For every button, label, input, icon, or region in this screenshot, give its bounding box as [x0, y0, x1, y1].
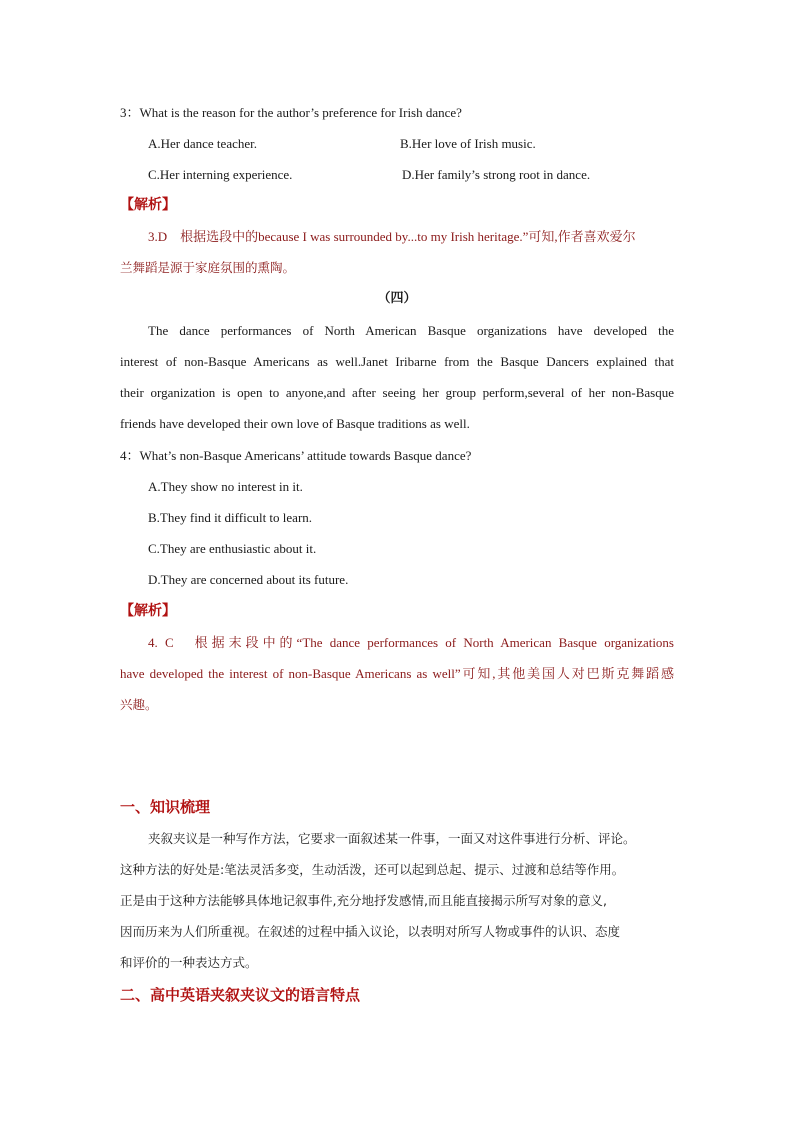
option-3c: C.Her interning experience. [148, 167, 293, 182]
option-3a: A.Her dance teacher. [148, 136, 257, 151]
analysis-label-4: 【解析】 [120, 603, 176, 619]
question-4: 4：What’s non-Basque Americans’ attitude towards Basque dance? [120, 448, 472, 463]
section-heading-knowledge: 一、知识梳理 [120, 798, 211, 816]
knowledge-line-5: 和评价的一种表达方式。 [120, 955, 258, 970]
passage-line-1: The dance performances of North American Basque organizations have developed the [148, 323, 674, 338]
option-4a: A.They show no interest in it. [148, 479, 303, 494]
passage-line-3: their organization is open to anyone,and after seeing her group perform,several of her non-Basque [120, 385, 674, 400]
question-3: 3：What is the reason for the author’s preference for Irish dance? [120, 105, 462, 120]
section-4-title: （四） [377, 291, 417, 306]
option-3d: D.Her family’s strong root in dance. [402, 167, 591, 182]
option-3b: B.Her love of Irish music. [400, 136, 536, 151]
analysis-4-line-1: 4. C 根据末段中的“The dance performances of North American Basque organizations [148, 635, 674, 650]
section-heading-language-features: 二、高中英语夹叙夹议文的语言特点 [120, 986, 361, 1004]
knowledge-line-3: 正是由于这种方法能够具体地记叙事件,充分地抒发感情,而且能直接揭示所写对象的意义, [120, 893, 607, 908]
option-4b: B.They find it difficult to learn. [148, 510, 313, 525]
analysis-4-line-3: 兴趣。 [120, 697, 158, 712]
question-3-options-row-2 [120, 166, 702, 184]
analysis-4-line-2: have developed the interest of non-Basque Americans as well”可知,其他美国人对巴斯克舞蹈感 [120, 666, 674, 681]
analysis-3-line-2: 兰舞蹈是源于家庭氛围的熏陶。 [120, 260, 296, 275]
option-4d: D.They are concerned about its future. [148, 572, 349, 587]
analysis-label-3: 【解析】 [120, 197, 176, 213]
analysis-3-line-1: 3.D 根据选段中的because I was surrounded by...to my Irish heritage.”可知,作者喜欢爱尔 [148, 229, 636, 244]
passage-line-2: interest of non-Basque Americans as well.Janet Iribarne from the Basque Dancers explained that [120, 354, 674, 369]
passage-line-4: friends have developed their own love of Basque traditions as well. [120, 416, 470, 431]
knowledge-line-4: 因而历来为人们所重视。在叙述的过程中插入议论，以表明对所写人物或事件的认识、态度 [120, 924, 621, 939]
knowledge-line-1: 夹叙夹议是一种写作方法，它要求一面叙述某一件事，一面又对这件事进行分析、评论。 [148, 831, 636, 846]
knowledge-line-2: 这种方法的好处是:笔法灵活多变，生动活泼，还可以起到总起、提示、过渡和总结等作用。 [120, 862, 625, 877]
question-3-options-row-1 [120, 135, 702, 153]
option-4c: C.They are enthusiastic about it. [148, 541, 317, 556]
